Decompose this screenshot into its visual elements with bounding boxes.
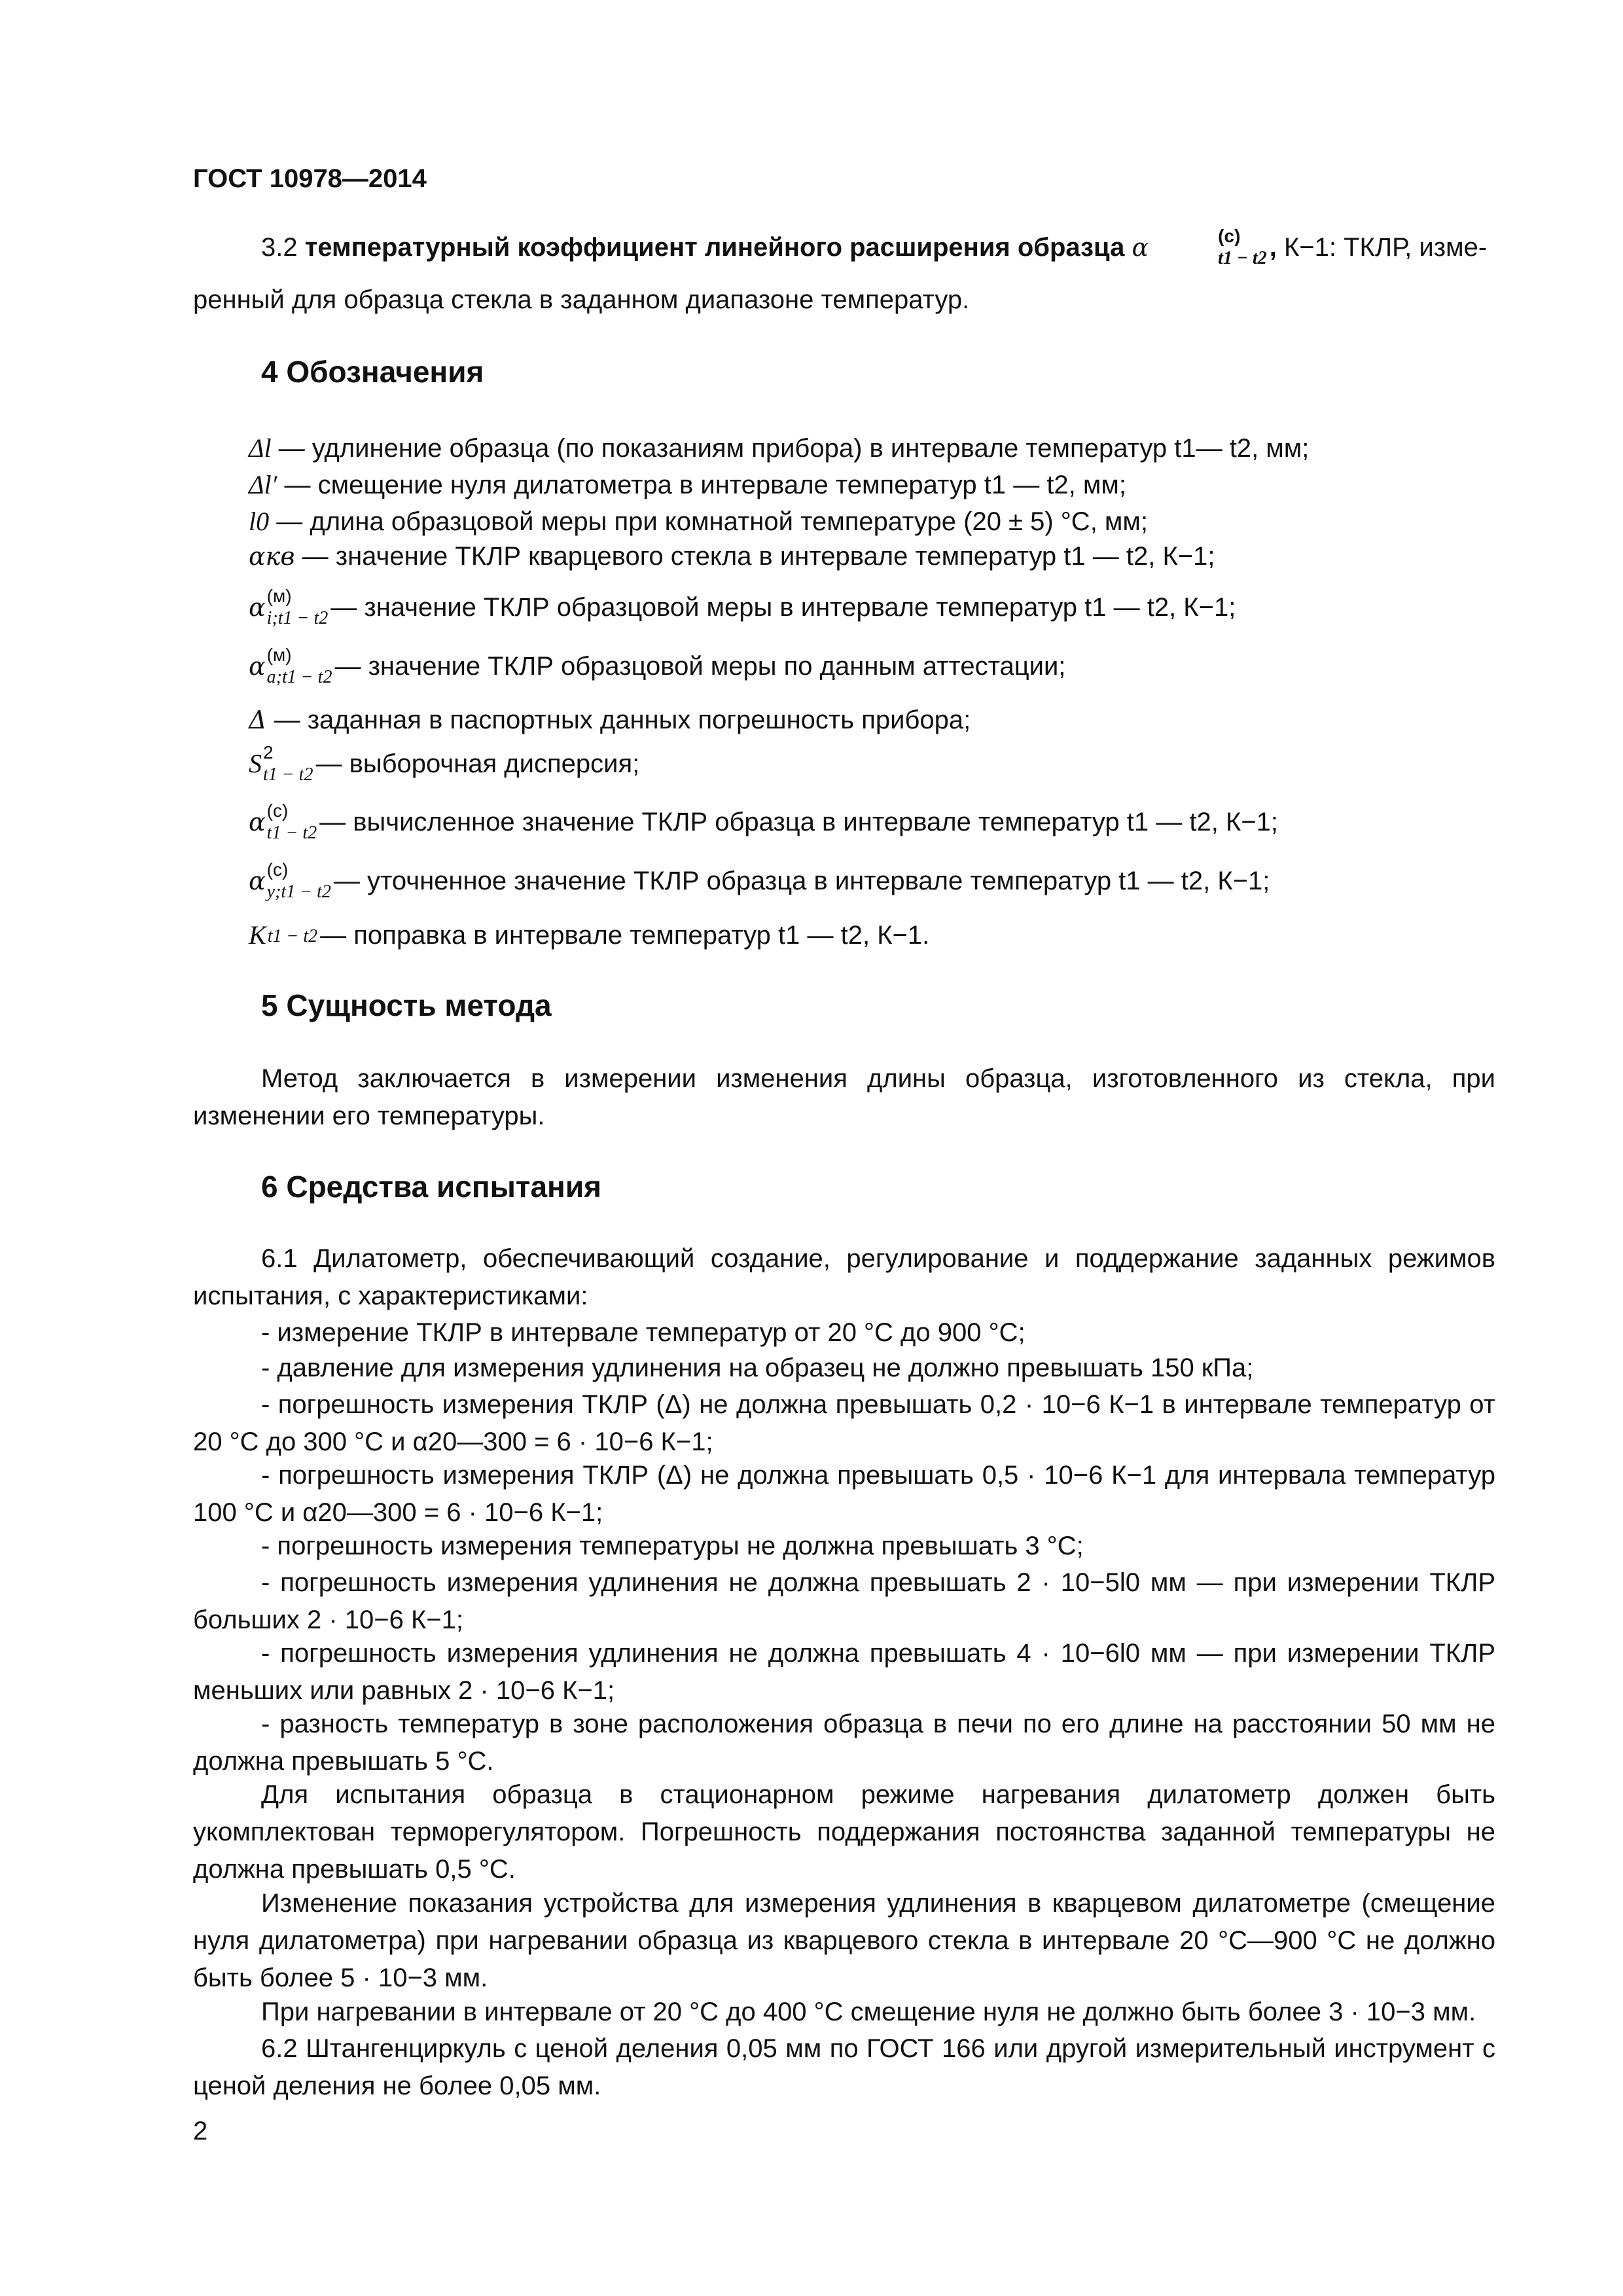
notation-sup: 2 [263, 742, 274, 763]
notation-item [249, 702, 971, 739]
notation-text: — поправка в интервале температур t1 — t2, К−1. [320, 921, 930, 950]
clause-3-2-continuation: ренный для образца стекла в заданном диапазоне температур. [193, 285, 970, 314]
notation-sub: y;t1 − t2 [266, 882, 331, 903]
notation-item [249, 503, 1148, 541]
bullet-item: - погрешность измерения удлинения не должна превышать 2 · 10−5l0 мм — при измерении ТКЛР больших 2 · 10−6 К−1; [193, 1568, 1495, 1634]
notation-symbol: α [249, 808, 266, 836]
notation-sup: (м) [266, 645, 292, 666]
notation-sub: a;t1 − t2 [266, 667, 332, 688]
notation-sub: t1 − t2 [267, 926, 318, 947]
notation-text: — длина образцовой меры при комнатной температуре (20 ± 5) °С, мм; [276, 507, 1149, 536]
bullet-item: - погрешность измерения температуры не должна превышать 3 °С; [261, 1532, 1084, 1560]
notation-symbol: α [249, 867, 266, 895]
bullet-item: - погрешность измерения ТКЛР (Δ) не должна превышать 0,5 · 10−6 К−1 для интервала температур 100 °С и α20—300 = 6 · 10−6 К−1; [193, 1461, 1495, 1527]
clause-comma: , [1269, 233, 1277, 262]
notation-text: — значение ТКЛР образцовой меры по данным аттестации; [334, 652, 1066, 681]
notation-item [249, 742, 640, 785]
notation-sub: t1 − t2 [266, 823, 317, 844]
bullet-item: - погрешность измерения ТКЛР (Δ) не должна превышать 0,2 · 10−6 К−1 в интервале температур от 20 °С до 300 °С и α20—300 = 6 · 10−6 К−1; [193, 1390, 1495, 1456]
bullet-item: - разность температур в зоне расположения образца в печи по его длине на расстоянии 50 мм не должна превышать 5 °С. [193, 1710, 1495, 1776]
symbol-sup: (c) [1218, 226, 1241, 247]
clause-3-2 [193, 226, 1495, 269]
notation-text: — уточненное значение ТКЛР образца в интервале температур t1 — t2, К−1; [333, 867, 1270, 895]
notation-symbol: Δl′ [249, 470, 277, 499]
section-5-body: Метод заключается в измерении изменения длины образца, изготовленного из стекла, при изменении его температуры. [193, 1064, 1495, 1130]
notation-item [249, 800, 1278, 844]
alpha-symbol: α [1132, 233, 1149, 262]
notation-text: — значение ТКЛР образцовой меры в интервале температур t1 — t2, К−1; [330, 593, 1236, 622]
notation-item [249, 538, 1215, 575]
notation-symbol: Δ [249, 706, 267, 734]
notation-item [249, 645, 1066, 688]
notation-sub: i;t1 − t2 [266, 608, 329, 629]
page-number: 2 [193, 2117, 208, 2145]
notation-sub: t1 − t2 [263, 764, 313, 785]
clause-unit-text: К−1: ТКЛР, изме- [1283, 233, 1488, 262]
notation-symbol: S [249, 749, 262, 778]
notation-symbol: αкв [249, 542, 295, 571]
notation-text: — значение ТКЛР кварцевого стекла в интервале температур t1 — t2, К−1; [302, 542, 1215, 571]
notation-item [249, 586, 1236, 629]
notation-symbol: K [249, 920, 266, 950]
section-5-title: 5 Сущность метода [261, 988, 552, 1022]
section-6-title: 6 Средства испытания [261, 1170, 601, 1204]
notation-sup: (c) [266, 859, 289, 880]
notation-text: — вычисленное значение ТКЛР образца в интервале температур t1 — t2, К−1; [319, 808, 1278, 836]
clause-term: температурный коэффициент линейного расширения образца [304, 233, 1125, 262]
clause-6-1: 6.1 Дилатометр, обеспечивающий создание, регулирование и поддержание заданных режимов испытания, с характеристиками: [193, 1244, 1495, 1310]
paragraph-regulator: Для испытания образца в стационарном режиме нагревания дилатометр должен быть укомплектован терморегулятором. Погрешность поддержания постоянства заданной температуры не должна превышать 0,5 °С. [193, 1780, 1495, 1884]
notation-item [249, 429, 1309, 467]
notation-item [249, 466, 1126, 504]
document-header: ГОСТ 10978—2014 [193, 164, 427, 193]
notation-symbol: α [249, 593, 266, 622]
notation-sup: (c) [266, 800, 289, 821]
notation-sup: (м) [266, 586, 292, 607]
notation-item [249, 916, 929, 954]
notation-item [249, 859, 1270, 903]
notation-text: — удлинение образца (по показаниям прибора) в интервале температур t1— t2, мм; [278, 434, 1310, 463]
notation-symbol: α [249, 652, 266, 681]
bullet-item: - давление для измерения удлинения на образец не должно превышать 150 кПа; [261, 1354, 1254, 1382]
paragraph-400: При нагревании в интервале от 20 °С до 400 °С смещение нуля не должно быть более 3 · 10−3 мм. [261, 1998, 1476, 2026]
bullet-item: - погрешность измерения удлинения не должна превышать 4 · 10−6l0 мм — при измерении ТКЛР меньших или равных 2 · 10−6 К−1; [193, 1639, 1495, 1705]
paragraph-zero-shift: Изменение показания устройства для измерения удлинения в кварцевом дилатометре (смещение нуля дилатометра) при нагревании образца из кварцевого стекла в интервале 20 °С—900 °С не должно быть более 5 · 10−3 мм. [193, 1889, 1495, 1992]
notation-text: — смещение нуля дилатометра в интервале температур t1 — t2, мм; [284, 471, 1127, 499]
clause-6-2: 6.2 Штангенциркуль с ценой деления 0,05 мм по ГОСТ 166 или другой измерительный инструмент с ценой деления не более 0,05 мм. [193, 2034, 1495, 2100]
bullet-item: - измерение ТКЛР в интервале температур от 20 °С до 900 °С; [261, 1318, 1026, 1347]
section-4-title: 4 Обозначения [261, 355, 484, 389]
symbol-sub: t1 − t2 [1218, 248, 1267, 269]
notation-symbol: l0 [249, 507, 270, 536]
notation-symbol: Δl [249, 433, 272, 463]
notation-text: — заданная в паспортных данных погрешность прибора; [274, 706, 971, 734]
clause-number: 3.2 [261, 233, 298, 262]
notation-text: — выборочная дисперсия; [315, 749, 640, 778]
